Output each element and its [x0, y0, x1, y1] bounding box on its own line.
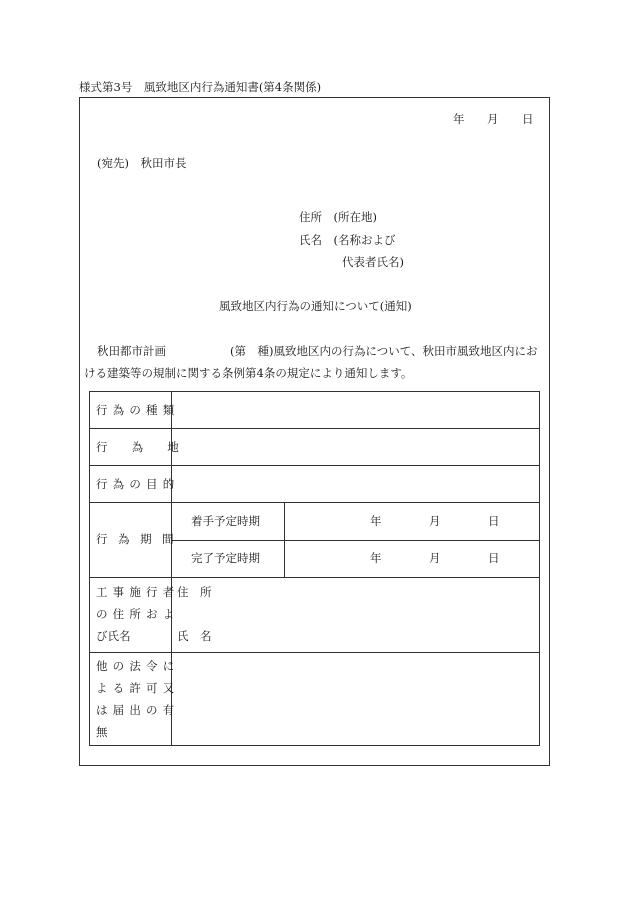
start-day: 日: [488, 514, 500, 528]
row-kind-label: 行為の種類: [96, 403, 180, 417]
date-month: 月: [487, 112, 499, 126]
date-year: 年: [453, 112, 465, 126]
permit-label-4: 無: [96, 725, 108, 739]
permit-label-3: は届出の有: [96, 703, 180, 717]
start-year: 年: [370, 514, 382, 528]
applicant-name-label-cont: 代表者氏名): [342, 255, 404, 269]
contractor-label-1: 工事施行者: [96, 585, 180, 599]
permit-label-2: よる許可又: [96, 681, 180, 695]
end-date-label: 完了予定時期: [191, 551, 260, 565]
end-day: 日: [488, 551, 500, 565]
end-year: 年: [370, 551, 382, 565]
body-line1-start: 秋田都市計画: [97, 344, 166, 358]
contractor-name-label: 氏 名: [177, 629, 212, 643]
permit-label-1: 他の法令に: [96, 659, 180, 673]
recipient: (宛先) 秋田市長: [97, 156, 187, 170]
row-purpose-label: 行為の目的: [96, 477, 180, 491]
applicant-address-label: 住所 (所在地): [299, 210, 377, 224]
body-line1-mid: (第 種)風致地区内の行為について、秋田市風致地区内にお: [230, 344, 538, 358]
row-period-label: 行 為 期 間: [96, 532, 178, 546]
subject: 風致地区内行為の通知について(通知): [219, 299, 412, 313]
applicant-name-label: 氏名 (名称および: [299, 233, 396, 247]
end-month: 月: [429, 551, 441, 565]
date-day: 日: [522, 112, 534, 126]
contractor-label-3: び氏名: [96, 629, 131, 643]
form-title: 様式第3号 風致地区内行為通知書(第4条関係): [79, 80, 322, 94]
contractor-label-2: の住所およ: [96, 607, 180, 621]
contractor-address-label: 住 所: [177, 585, 212, 599]
body-line2: ける建築等の規制に関する条例第4条の規定により通知します。: [84, 366, 413, 380]
row-place-label: 行 為 地: [96, 440, 186, 454]
start-date-label: 着手予定時期: [191, 514, 260, 528]
start-month: 月: [429, 514, 441, 528]
